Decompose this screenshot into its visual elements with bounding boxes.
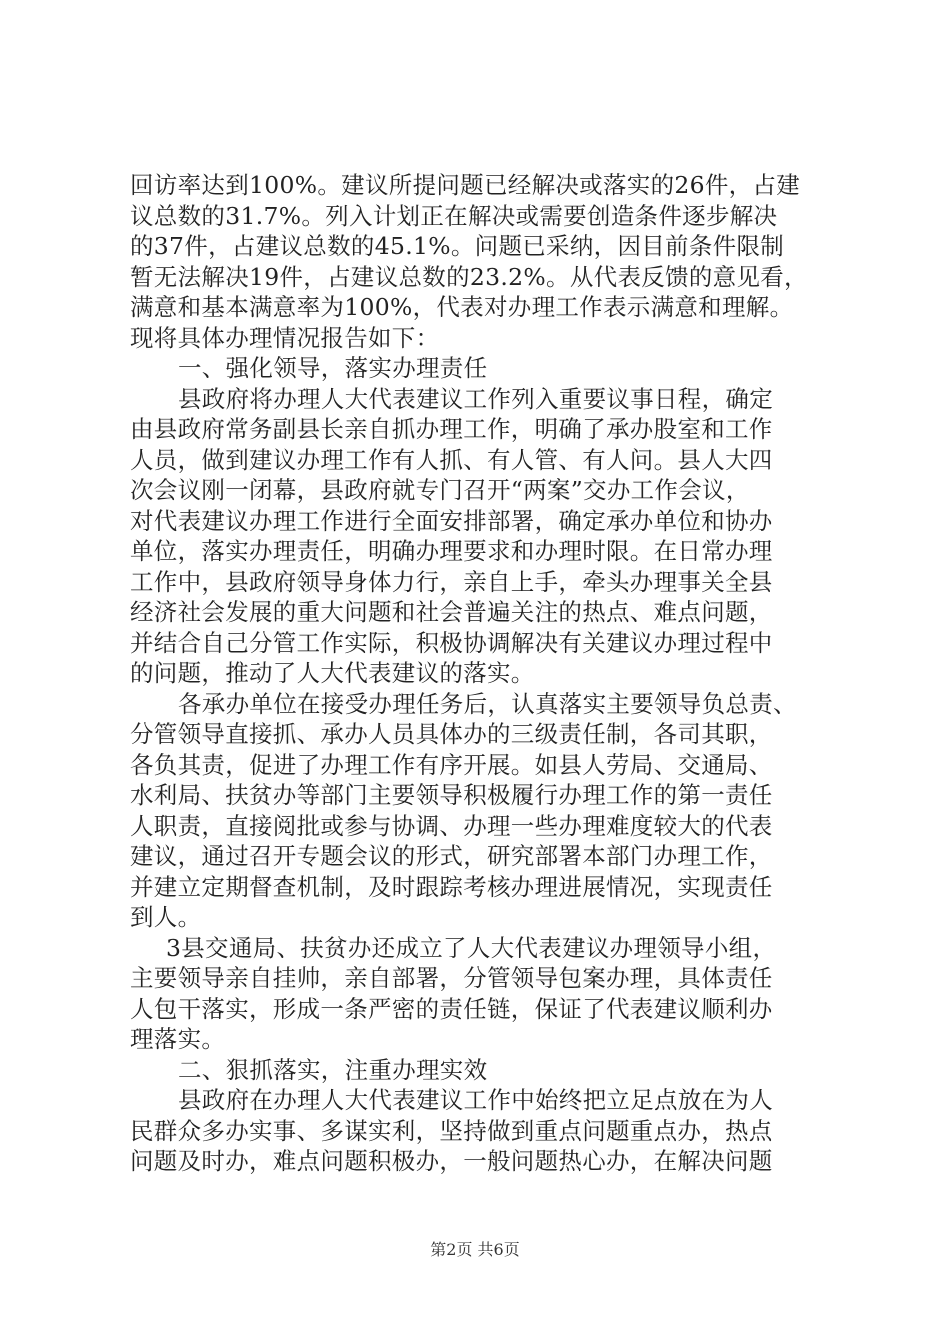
text-line: 民群众多办实事、多谋实利，坚持做到重点问题重点办，热点 [130, 1116, 773, 1145]
text-line: 并结合自己分管工作实际，积极协调解决有关建议办理过程中 [130, 628, 773, 657]
text-line: 理落实。 [130, 1025, 226, 1053]
text-line: 建议，通过召开专题会议的形式，研究部署本部门办理工作， [130, 842, 773, 870]
page-footer: 第2页 共6页 [430, 1240, 520, 1259]
text-line: 工作中，县政府领导身体力行，亲自上手，牵头办理事关全县 [130, 567, 773, 596]
text-line: 一、强化领导，落实办理责任 [178, 354, 488, 382]
text-line: 并建立定期督查机制，及时跟踪考核办理进展情况，实现责任 [130, 872, 773, 901]
text-line: 回访率达到100%。建议所提问题已经解决或落实的26件，占建 [130, 171, 801, 199]
text-line: 分管领导直接抓、承办人员具体办的三级责任制，各司其职， [130, 720, 773, 748]
text-line: 问题及时办，难点问题积极办，一般问题热心办，在解决问题 [130, 1147, 773, 1175]
text-line: 由县政府常务副县长亲自抓办理工作，明确了承办股室和工作 [130, 415, 773, 443]
text-line: 县政府将办理人大代表建议工作列入重要议事日程，确定 [178, 384, 773, 413]
text-line: 3县交通局、扶贫办还成立了人大代表建议办理领导小组， [166, 933, 777, 962]
text-line: 单位，落实办理责任，明确办理要求和办理时限。在日常办理 [130, 537, 773, 565]
text-line: 次会议刚一闭幕，县政府就专门召开“两案”交办工作会议， [130, 476, 750, 504]
text-line: 满意和基本满意率为100%，代表对办理工作表示满意和理解。 [130, 293, 794, 321]
text-line: 的问题，推动了人大代表建议的落实。 [130, 659, 535, 687]
document-body [130, 170, 830, 1177]
text-line: 经济社会发展的重大问题和社会普遍关注的热点、难点问题， [130, 598, 773, 626]
text-line: 人职责，直接阅批或参与协调、办理一些办理难度较大的代表 [130, 811, 773, 840]
text-line: 二、狠抓落实，注重办理实效 [178, 1055, 488, 1084]
text-line: 各承办单位在接受办理任务后，认真落实主要领导负总责、 [178, 689, 797, 718]
text-line: 县政府在办理人大代表建议工作中始终把立足点放在为人 [178, 1086, 773, 1114]
text-line: 现将具体办理情况报告如下： [130, 323, 440, 352]
text-line: 暂无法解决19件，占建议总数的23.2%。从代表反馈的意见看， [130, 262, 808, 291]
text-line: 各负其责，促进了办理工作有序开展。如县人劳局、交通局、 [130, 750, 773, 779]
text-line: 主要领导亲自挂帅，亲自部署，分管领导包案办理，具体责任 [130, 964, 773, 992]
text-line: 议总数的31.7%。列入计划正在解决或需要创造条件逐步解决 [130, 201, 778, 230]
text-line: 人包干落实，形成一条严密的责任链，保证了代表建议顺利办 [130, 994, 773, 1023]
text-line: 的37件，占建议总数的45.1%。问题已采纳，因目前条件限制 [130, 232, 785, 260]
text-line: 水利局、扶贫办等部门主要领导积极履行办理工作的第一责任 [130, 781, 773, 809]
text-line: 人员，做到建议办理工作有人抓、有人管、有人问。县人大四 [130, 445, 773, 474]
text-line: 对代表建议办理工作进行全面安排部署，确定承办单位和协办 [130, 506, 773, 535]
text-line: 到人。 [130, 903, 202, 931]
